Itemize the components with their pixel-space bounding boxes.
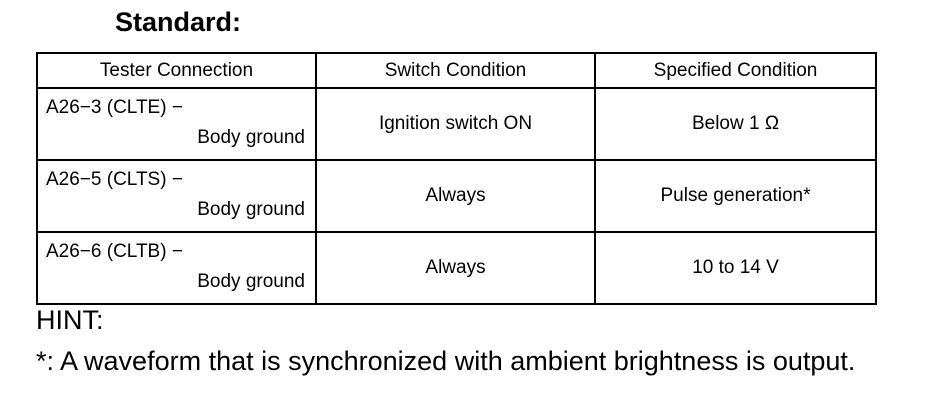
spec-table [36,52,877,305]
header-tester-connection: Tester Connection [37,53,316,88]
connection-terminal: A26−6 (CLTB) − [46,241,183,262]
header-switch-condition: Switch Condition [316,53,595,88]
table-header-row [37,53,876,88]
connection-terminal: A26−3 (CLTE) − [46,97,183,118]
cell-specified-condition: Pulse generation* [595,160,876,232]
hint-text: *: A waveform that is synchronized with ambient brightness is output. [36,346,856,376]
connection-terminal: A26−5 (CLTS) − [46,169,183,190]
section-heading: Standard: [115,7,242,37]
connection-ground: Body ground [197,271,305,292]
cell-tester-connection [37,88,316,160]
cell-specified-condition: 10 to 14 V [595,232,876,304]
cell-specified-condition: Below 1 Ω [595,88,876,160]
cell-tester-connection [37,160,316,232]
table-row [37,88,876,160]
cell-switch-condition: Ignition switch ON [316,88,595,160]
cell-tester-connection [37,232,316,304]
table-row [37,160,876,232]
connection-ground: Body ground [197,199,305,220]
cell-switch-condition: Always [316,232,595,304]
cell-switch-condition: Always [316,160,595,232]
hint-title: HINT: [36,305,104,335]
connection-ground: Body ground [197,127,305,148]
table-row [37,232,876,304]
header-specified-condition: Specified Condition [595,53,876,88]
hint-block [36,300,896,382]
